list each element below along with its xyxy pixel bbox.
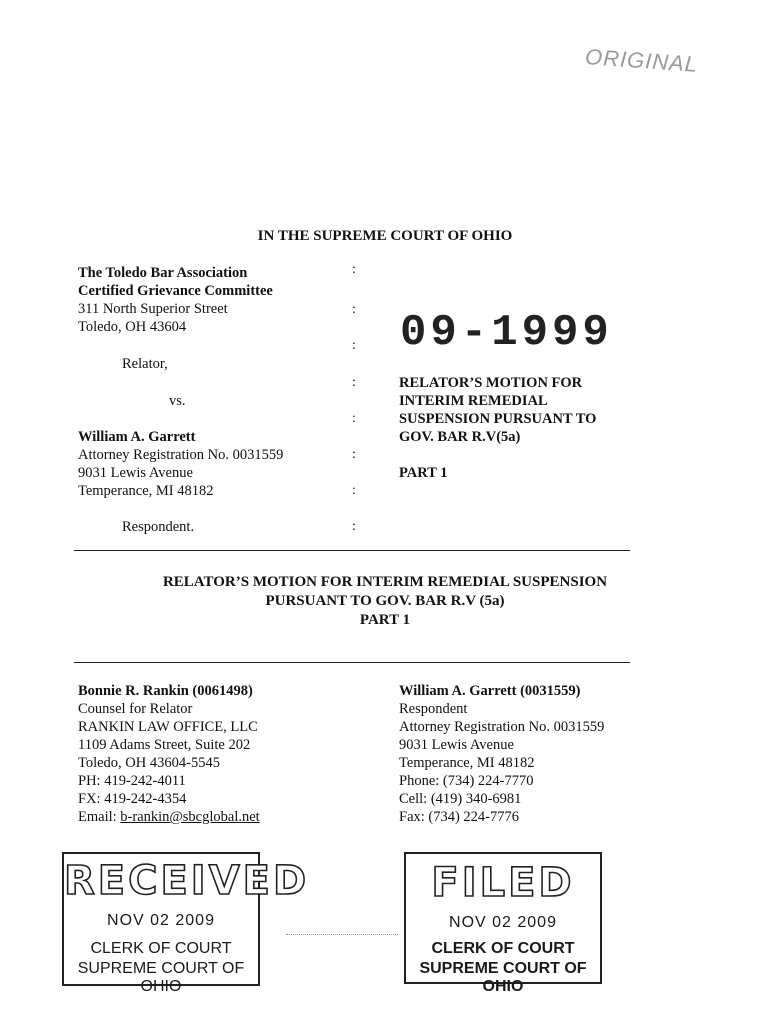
motion-caption-part: PART 1 [399,465,448,481]
motion-caption-line2: INTERIM REMEDIAL [399,393,548,409]
relator-name-line2: Certified Grievance Committee [78,283,273,299]
received-stamp [62,852,310,995]
title-line2: PURSUANT TO GOV. BAR R.V (5a) [265,593,505,609]
resp-block-cell: Cell: (419) 340-6981 [399,791,522,807]
email-label: Email: [78,809,121,825]
motion-caption-line4: GOV. BAR R.V(5a) [399,429,521,445]
resp-block-role: Respondent [399,701,468,717]
resp-block-address2: Temperance, MI 48182 [399,755,535,771]
relator-name-line1: The Toledo Bar Association [78,265,248,281]
caption-colon: : [352,262,356,277]
respondent-role: Respondent. [122,519,195,535]
caption-colon: : [352,447,356,462]
caption-colon: : [352,483,356,498]
respondent-registration: Attorney Registration No. 0031559 [78,447,284,463]
counsel-address1: 1109 Adams Street, Suite 202 [78,737,251,753]
filed-stamp-word: FILED [431,860,575,906]
title-line3: PART 1 [359,612,411,628]
resp-block-address1: 9031 Lewis Avenue [399,737,514,753]
respondent-address1: 9031 Lewis Avenue [78,465,193,481]
filed-stamp-date: NOV 02 2009 [449,914,557,931]
received-stamp-word: RECEIVED [64,858,310,904]
counsel-role: Counsel for Relator [78,701,193,717]
relator-role: Relator, [122,356,168,372]
received-stamp-line1: CLERK OF COURT [90,940,232,957]
motion-caption-line1: RELATOR’S MOTION FOR [399,375,583,391]
counsel-fax: FX: 419-242-4354 [78,791,187,807]
filed-stamp-line2: SUPREME COURT OF OHIO [419,960,587,995]
resp-block-fax: Fax: (734) 224-7776 [399,809,520,825]
resp-block-phone: Phone: (734) 224-7770 [399,773,534,789]
caption-colon: : [352,338,356,353]
caption-colon: : [352,411,356,426]
court-heading: IN THE SUPREME COURT OF OHIO [257,228,513,244]
counsel-phone: PH: 419-242-4011 [78,773,186,789]
title-line1: RELATOR’S MOTION FOR INTERIM REMEDIAL SUSPENSION [162,574,608,590]
counsel-address2: Toledo, OH 43604-5545 [78,755,220,771]
versus-label: vs. [169,393,186,409]
motion-caption-line3: SUSPENSION PURSUANT TO [399,411,597,427]
case-number: 09-1999 [400,308,613,358]
counsel-email-link[interactable]: b-rankin@sbcglobal.net [120,809,260,825]
counsel-name: Bonnie R. Rankin (0061498) [78,683,253,699]
caption-colon: : [352,375,356,390]
caption-divider [74,550,630,551]
title-divider [74,662,630,663]
original-stamp: ORIGINAL [584,44,699,77]
relator-address2: Toledo, OH 43604 [78,319,187,335]
stamp-connector [286,934,398,935]
relator-address1: 311 North Superior Street [78,301,228,317]
document-title [0,573,770,630]
received-stamp-date: NOV 02 2009 [107,912,215,929]
resp-block-name: William A. Garrett (0031559) [399,683,581,699]
filed-stamp-line1: CLERK OF COURT [431,940,575,957]
caption-colon: : [352,302,356,317]
resp-block-registration: Attorney Registration No. 0031559 [399,719,605,735]
counsel-firm: RANKIN LAW OFFICE, LLC [78,719,258,735]
caption-colon: : [352,519,356,534]
counsel-email-line [78,808,260,826]
respondent-name: William A. Garrett [78,429,196,445]
respondent-address2: Temperance, MI 48182 [78,483,214,499]
received-stamp-line2: SUPREME COURT OF OHIO [77,960,245,995]
filed-stamp [404,852,602,995]
